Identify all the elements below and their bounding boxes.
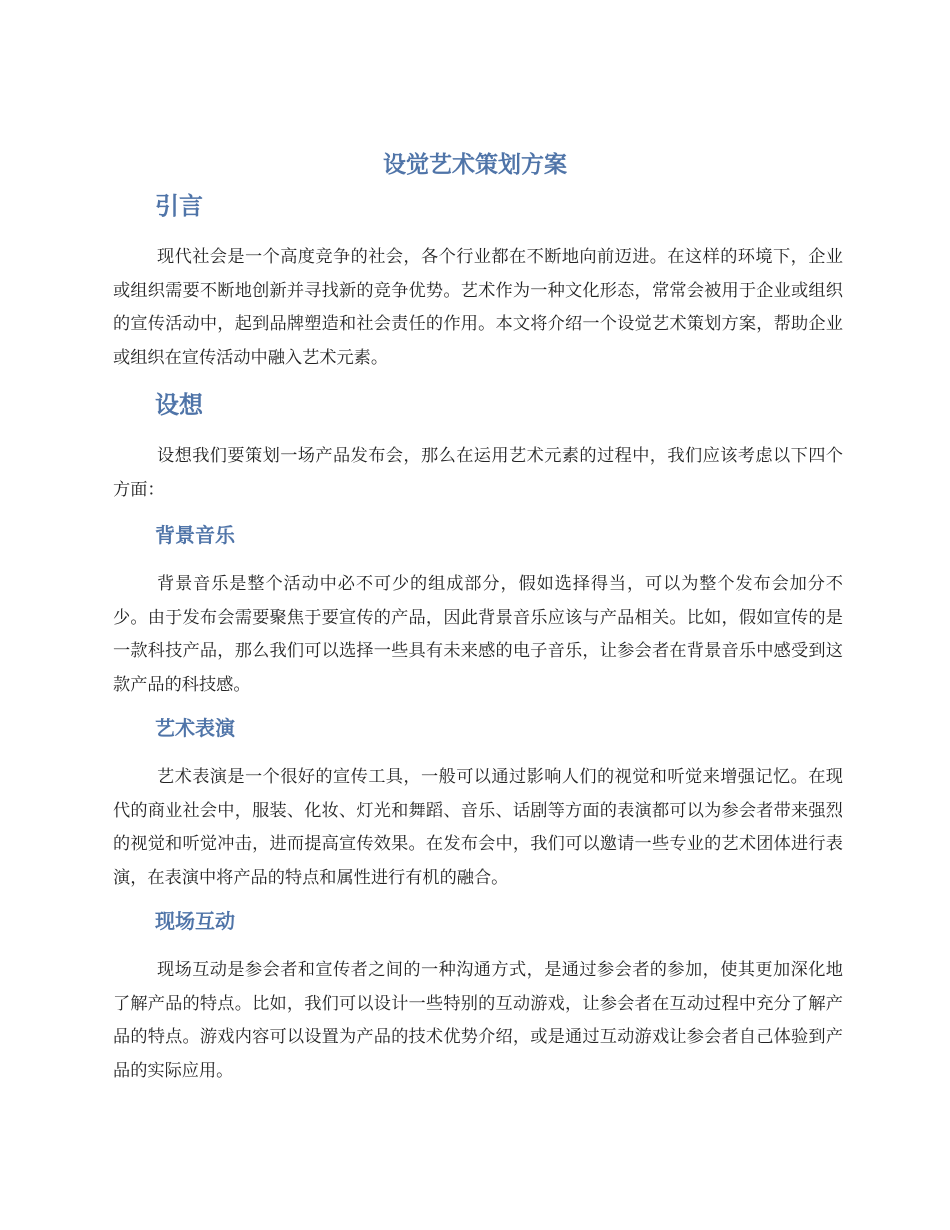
section-heading-concept: 设想 — [155, 391, 203, 419]
paragraph-concept: 设想我们要策划一场产品发布会，那么在运用艺术元素的过程中，我们应该考虑以下四个方面： — [113, 446, 843, 500]
document-title: 设觉艺术策划方案 — [383, 152, 567, 178]
paragraph-live-interaction: 现场互动是参会者和宣传者之间的一种沟通方式，是通过参会者的参加，使其更加深化地了解产品的特点。比如，我们可以设计一些特别的互动游戏，让参会者在互动过程中充分了解产品的特点。游戏内容可以设置为产品的技术优势介绍，或是通过互动游戏让参会者自己体验到产品的实际应用。 — [113, 960, 843, 1081]
paragraph-introduction: 现代社会是一个高度竞争的社会，各个行业都在不断地向前迈进。在这样的环境下，企业或组织需要不断地创新并寻找新的竞争优势。艺术作为一种文化形态，常常会被用于企业或组织的宣传活动中，起到品牌塑造和社会责任的作用。本文将介绍一个设觉艺术策划方案，帮助企业或组织在宣传活动中融入艺术元素。 — [113, 247, 843, 368]
paragraph-art-performance: 艺术表演是一个很好的宣传工具，一般可以通过影响人们的视觉和听觉来增强记忆。在现代的商业社会中，服装、化妆、灯光和舞蹈、音乐、话剧等方面的表演都可以为参会者带来强烈的视觉和听觉冲击，进而提高宣传效果。在发布会中，我们可以邀请一些专业的艺术团体进行表演，在表演中将产品的特点和属性进行有机的融合。 — [113, 767, 843, 888]
subsection-heading-art-performance: 艺术表演 — [155, 716, 235, 740]
paragraph-background-music: 背景音乐是整个活动中必不可少的组成部分，假如选择得当，可以为整个发布会加分不少。由于发布会需要聚焦于要宣传的产品，因此背景音乐应该与产品相关。比如，假如宣传的是一款科技产品，那么我们可以选择一些具有未来感的电子音乐，让参会者在背景音乐中感受到这款产品的科技感。 — [113, 574, 843, 695]
section-heading-introduction: 引言 — [155, 192, 203, 220]
subsection-heading-background-music: 背景音乐 — [155, 523, 235, 547]
subsection-heading-live-interaction: 现场互动 — [155, 909, 235, 933]
